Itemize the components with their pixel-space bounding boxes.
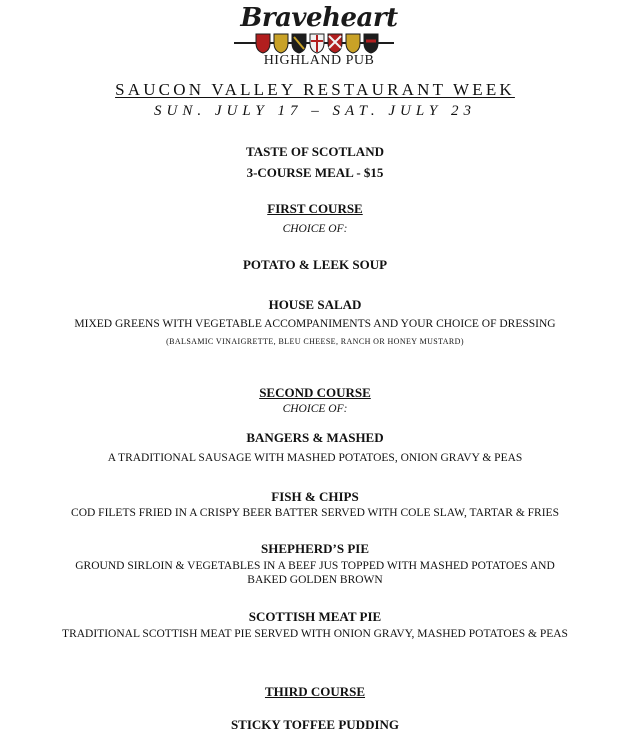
event-dates: SUN. JULY 17 – SAT. JULY 23 [154, 103, 476, 119]
logo-subtitle: HIGHLAND PUB [263, 53, 375, 68]
menu-item-note: (BALSAMIC VINAIGRETTE, BLEU CHEESE, RANCH OR HONEY MUSTARD) [166, 337, 464, 346]
menu-item-name: SHEPHERD’S PIE [261, 541, 369, 556]
event-title: SAUCON VALLEY RESTAURANT WEEK [115, 80, 515, 99]
menu-item-name: BANGERS & MASHED [246, 430, 384, 445]
menu-item-description-line2: BAKED GOLDEN BROWN [247, 574, 383, 586]
menu-item-name: SCOTTISH MEAT PIE [248, 609, 382, 624]
shield-icon [256, 34, 378, 53]
menu-item-description: A TRADITIONAL SAUSAGE WITH MASHED POTATOES, ONION GRAVY & PEAS [107, 452, 523, 464]
second-course-heading: SECOND COURSE [259, 385, 371, 400]
menu-item-description: COD FILETS FRIED IN A CRISPY BEER BATTER SERVED WITH COLE SLAW, TARTAR & FRIES [71, 507, 559, 519]
menu-item-name: HOUSE SALAD [268, 297, 362, 312]
third-course-heading: THIRD COURSE [264, 684, 366, 699]
first-course-heading: FIRST COURSE [267, 201, 363, 216]
first-course-choice: CHOICE OF: [282, 223, 348, 235]
menu-item-name: FISH & CHIPS [271, 489, 359, 504]
menu-item-name: STICKY TOFFEE PUDDING [230, 717, 400, 732]
menu-price: 3-COURSE MEAL - $15 [246, 165, 384, 180]
logo-name: Braveheart [240, 3, 398, 33]
shields-icon [234, 32, 394, 54]
pub-logo [234, 3, 404, 68]
menu-item-description: GROUND SIRLOIN & VEGETABLES IN A BEEF JUS TOPPED WITH MASHED POTATOES AND [75, 560, 555, 572]
second-course-choice: CHOICE OF: [282, 403, 348, 415]
menu-item-description: TRADITIONAL SCOTTISH MEAT PIE SERVED WITH ONION GRAVY, MASHED POTATOES & PEAS [62, 628, 568, 640]
menu-item-description: MIXED GREENS WITH VEGETABLE ACCOMPANIMENTS AND YOUR CHOICE OF DRESSING [74, 318, 556, 330]
menu-theme: TASTE OF SCOTLAND [246, 144, 384, 159]
menu-item-name: POTATO & LEEK SOUP [242, 257, 388, 272]
